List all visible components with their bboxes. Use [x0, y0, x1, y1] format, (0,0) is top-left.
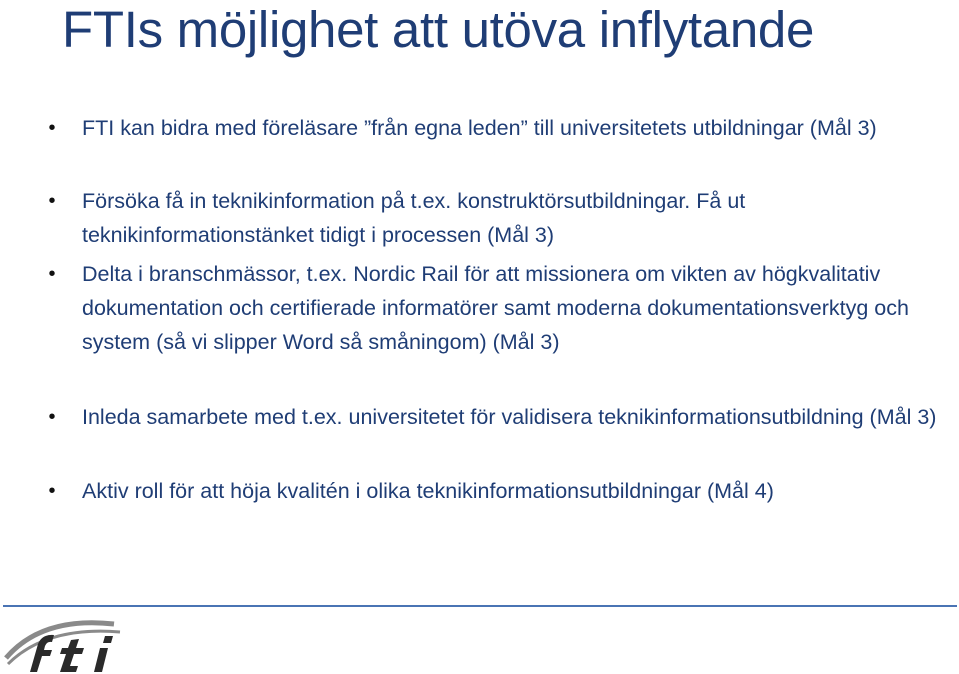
slide-title: FTIs möjlighet att utöva inflytande	[62, 1, 815, 58]
bullet-dot-icon: •	[48, 480, 56, 502]
bullet-dot-icon: •	[48, 263, 56, 285]
footer-divider	[3, 605, 957, 607]
bullet-item	[48, 184, 942, 252]
bullet-item	[48, 257, 942, 359]
bullet-item	[48, 111, 942, 145]
bullet-text: Försöka få in teknikinformation på t.ex. konstruktörsutbildningar. Få ut teknikinformationstänket tidigt i processen (Mål 3)	[82, 189, 746, 247]
bullet-text: FTI kan bidra med föreläsare ”från egna leden” till universitetets utbildningar (Mål 3)	[82, 116, 877, 140]
bullet-dot-icon: •	[48, 406, 56, 428]
bullet-dot-icon: •	[48, 117, 56, 139]
bullet-text: Inleda samarbete med t.ex. universitetet för validisera teknikinformationsutbildning (Mål 3)	[82, 405, 937, 429]
bullet-text: Aktiv roll för att höja kvalitén i olika teknikinformationsutbildningar (Mål 4)	[82, 479, 774, 503]
bullet-text: Delta i branschmässor, t.ex. Nordic Rail för att missionera om vikten av högkvalitativ dokumentation och certifierade informatörer samt moderna dokumentationsverktyg och system (så vi slipper Word så småningom) (Mål 3)	[82, 262, 909, 354]
bullet-item	[48, 474, 942, 508]
fti-logo-icon	[2, 614, 132, 674]
bullet-dot-icon: •	[48, 190, 56, 212]
bullet-item	[48, 400, 942, 434]
